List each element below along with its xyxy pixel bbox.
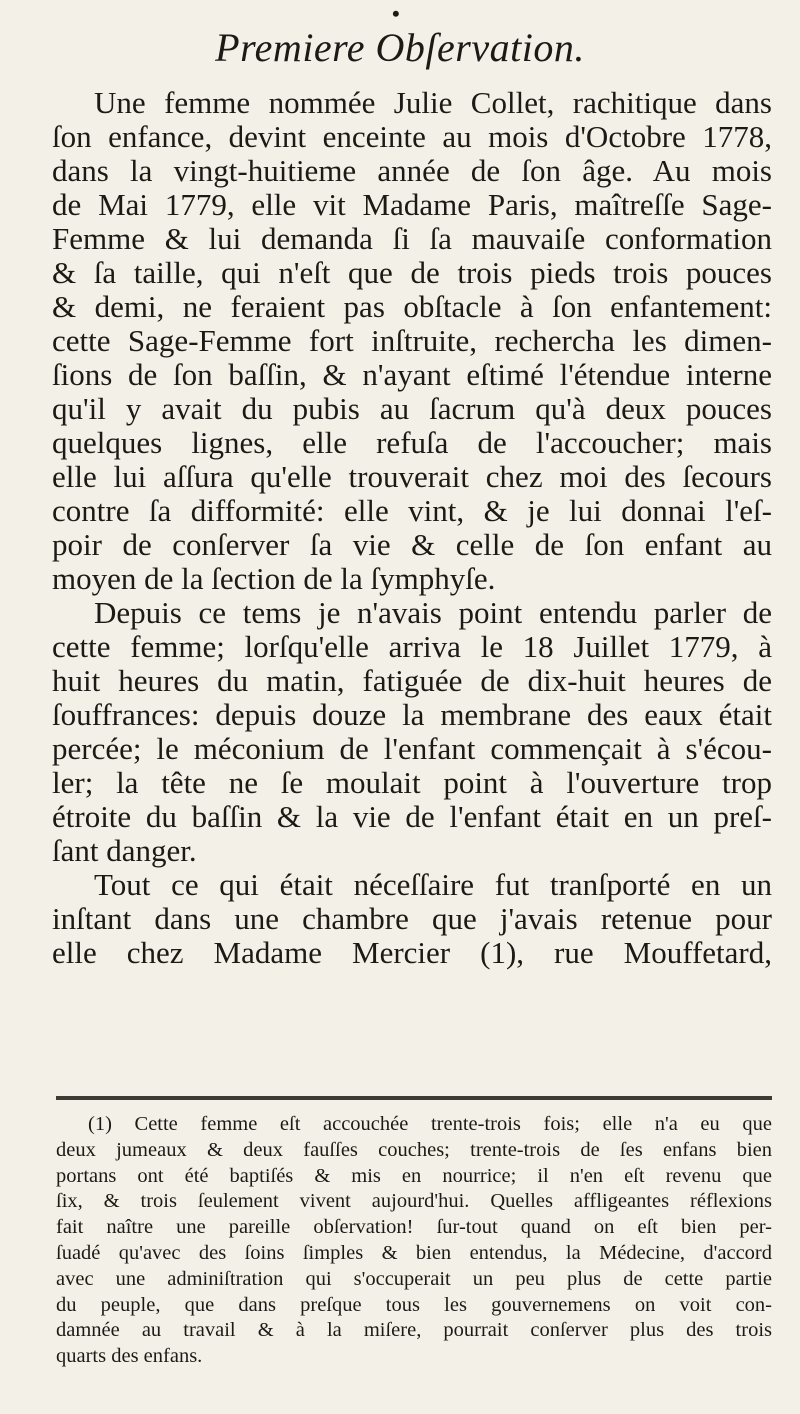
footnote-line: damnée au travail & à la miſere, pourrait conſerver plus des trois <box>56 1319 772 1342</box>
text-line: cette femme; lorſqu'elle arriva le 18 Juillet 1779, à <box>52 629 772 664</box>
text-line: cette Sage-Femme fort inſtruite, rechercha les dimen- <box>52 323 772 358</box>
text-line: inſtant dans une chambre que j'avais retenue pour <box>52 901 772 936</box>
footnote-line: portans ont été baptiſés & mis en nourrice; il n'en eſt revenu que <box>56 1164 772 1187</box>
text-line: elle lui aſſura qu'elle trouverait chez moi des ſecours <box>52 459 772 494</box>
footnote-line: quarts des enfans. <box>56 1345 203 1368</box>
text-line: moyen de la ſection de la ſymphyſe. <box>52 561 496 596</box>
footnote-line: deux jumeaux & deux fauſſes couches; trente-trois de ſes enfans bien <box>56 1138 772 1161</box>
text-line: qu'il y avait du pubis au ſacrum qu'à deux pouces <box>52 391 772 426</box>
text-line: huit heures du matin, fatiguée de dix-huit heures de <box>52 663 772 698</box>
text-line: elle chez Madame Mercier (1), rue Mouffetard, <box>52 935 772 970</box>
text-line: étroite du baſſin & la vie de l'enfant était en un preſ- <box>52 799 772 834</box>
main-text <box>52 86 772 970</box>
text-line: de Mai 1779, elle vit Madame Paris, maîtreſſe Sage- <box>52 187 772 222</box>
footnote-line: (1) Cette femme eſt accouchée trente-trois fois; elle n'a eu que <box>88 1113 772 1135</box>
footnote-line: du peuple, que dans preſque tous les gouvernemens on voit con- <box>56 1293 772 1316</box>
footnote-line: ſuadé qu'avec des ſoins ſimples & bien entendus, la Médecine, d'accord <box>56 1241 772 1264</box>
footnote-line: fait naître une pareille obſervation! ſur-tout quand on eſt bien per- <box>56 1216 772 1239</box>
text-line: Depuis ce tems je n'avais point entendu parler de <box>94 595 772 630</box>
footnote-divider <box>56 1096 772 1100</box>
text-line: & ſa taille, qui n'eſt que de trois pieds trois pouces <box>52 255 772 290</box>
text-line: ſouffrances: depuis douze la membrane des eaux était <box>52 697 772 732</box>
text-line: Une femme nommée Julie Collet, rachitique dans <box>94 85 772 120</box>
text-line: ſant danger. <box>52 833 197 868</box>
text-line: ſon enfance, devint enceinte au mois d'Octobre 1778, <box>52 119 772 154</box>
text-line: & demi, ne feraient pas obſtacle à ſon enfantement: <box>52 289 772 324</box>
text-line: quelques lignes, elle refuſa de l'accoucher; mais <box>52 425 772 460</box>
text-line: ler; la tête ne ſe moulait point à l'ouverture trop <box>52 765 772 800</box>
page-title: Premiere Obſervation. <box>215 25 585 70</box>
footnote <box>56 1112 772 1370</box>
page-mark: • <box>392 1 400 26</box>
text-line: contre ſa difformité: elle vint, & je lui donnai l'eſ- <box>52 493 772 528</box>
text-line: Tout ce qui était néceſſaire fut tranſporté en un <box>94 867 772 902</box>
text-line: ſions de ſon baſſin, & n'ayant eſtimé l'étendue interne <box>52 357 772 392</box>
footnote-line: ſix, & trois ſeulement vivent aujourd'hui. Quelles affligeantes réflexions <box>56 1190 772 1213</box>
text-line: poir de conſerver ſa vie & celle de ſon enfant au <box>52 527 772 562</box>
text-line: Femme & lui demanda ſi ſa mauvaiſe conformation <box>52 221 772 256</box>
text-line: percée; le méconium de l'enfant commençait à s'écou- <box>52 731 772 766</box>
text-line: dans la vingt-huitieme année de ſon âge. Au mois <box>52 153 772 188</box>
footnote-line: avec une adminiſtration qui s'occuperait un peu plus de cette partie <box>56 1267 772 1290</box>
